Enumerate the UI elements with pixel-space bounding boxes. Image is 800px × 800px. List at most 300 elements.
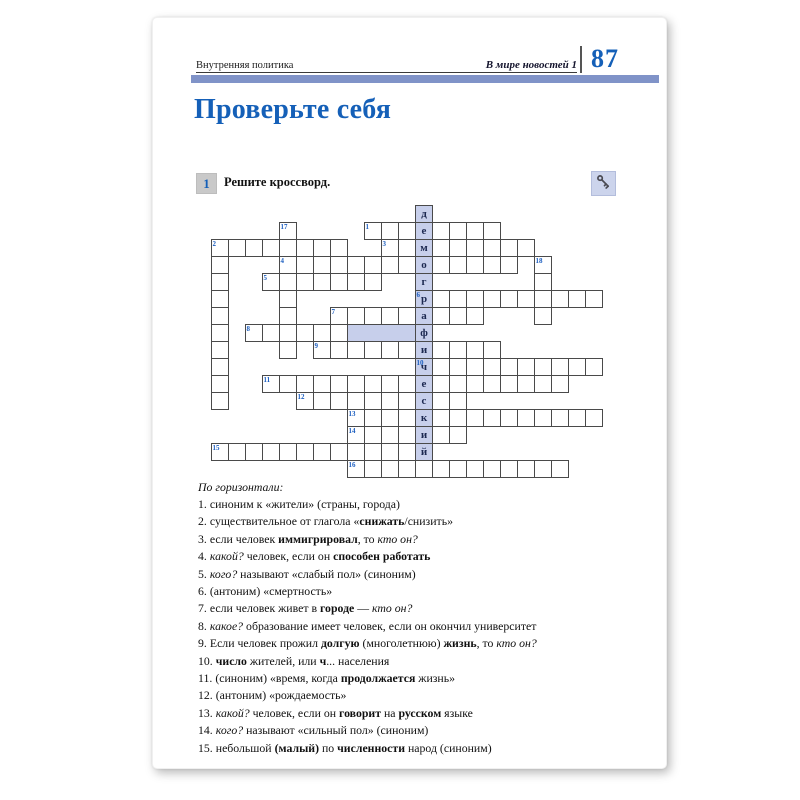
clue-list bbox=[198, 480, 673, 757]
clue-text-segment: /снизить» bbox=[404, 514, 453, 529]
crossword-cell[interactable] bbox=[432, 426, 450, 444]
crossword-cell[interactable] bbox=[466, 256, 484, 274]
crossword-cell[interactable] bbox=[279, 290, 297, 308]
crossword-key-cell: д bbox=[415, 205, 433, 223]
key-icon bbox=[595, 173, 612, 195]
crossword-cell[interactable] bbox=[296, 324, 314, 342]
crossword-cell[interactable] bbox=[432, 392, 450, 410]
crossword-cell[interactable] bbox=[211, 392, 229, 410]
crossword-cell[interactable] bbox=[347, 392, 365, 410]
crossword-cell[interactable] bbox=[398, 307, 416, 325]
crossword-cell[interactable] bbox=[211, 290, 229, 308]
clue-number: 13. bbox=[198, 705, 213, 720]
answer-key-button[interactable] bbox=[591, 171, 616, 196]
crossword-key-cell: о bbox=[415, 256, 433, 274]
crossword-clue-number: 10 bbox=[416, 359, 424, 367]
clue-text-segment: небольшой bbox=[215, 740, 275, 755]
crossword-cell[interactable] bbox=[330, 273, 348, 291]
crossword-cell[interactable] bbox=[449, 341, 467, 359]
crossword-cell[interactable] bbox=[534, 409, 552, 427]
clue-text-segment: жизнь» bbox=[415, 671, 456, 686]
clue-number: 4. bbox=[198, 549, 207, 564]
crossword-cell[interactable] bbox=[500, 358, 518, 376]
crossword-cell[interactable] bbox=[432, 375, 450, 393]
crossword-cell[interactable] bbox=[398, 426, 416, 444]
crossword-key-cell: и bbox=[415, 341, 433, 359]
crossword-cell[interactable] bbox=[296, 392, 314, 410]
clue-text-segment: кого? bbox=[215, 723, 244, 738]
header-section-left: Внутренняя политика bbox=[196, 60, 294, 71]
clue-text-segment: народ (синоним) bbox=[405, 740, 492, 755]
crossword-cell[interactable] bbox=[381, 409, 399, 427]
crossword-cell[interactable] bbox=[381, 256, 399, 274]
clue-number: 12. bbox=[198, 688, 213, 703]
clue-text-segment: (малый) bbox=[274, 740, 320, 755]
crossword-cell[interactable] bbox=[296, 256, 314, 274]
clue-text-segment: на bbox=[381, 705, 399, 720]
crossword-cell[interactable] bbox=[466, 460, 484, 478]
crossword-cell[interactable] bbox=[500, 239, 518, 257]
crossword-cell[interactable] bbox=[347, 307, 365, 325]
crossword-cell[interactable] bbox=[585, 409, 603, 427]
crossword-cell[interactable] bbox=[330, 307, 348, 325]
crossword-clue-number: 15 bbox=[212, 444, 220, 452]
crossword-cell[interactable] bbox=[313, 392, 331, 410]
crossword-cell[interactable] bbox=[483, 375, 501, 393]
crossword-cell[interactable] bbox=[364, 341, 382, 359]
clue-item bbox=[198, 635, 673, 652]
crossword-cell[interactable] bbox=[262, 239, 280, 257]
clue-item bbox=[198, 705, 673, 722]
crossword-cell[interactable] bbox=[245, 239, 263, 257]
clue-text-segment: численности bbox=[337, 740, 406, 755]
clue-item bbox=[198, 583, 673, 600]
crossword-clue-number: 1 bbox=[365, 223, 369, 231]
crossword-cell[interactable] bbox=[432, 307, 450, 325]
crossword-cell[interactable] bbox=[432, 358, 450, 376]
clue-number: 1. bbox=[198, 497, 207, 511]
crossword-cell[interactable] bbox=[432, 239, 450, 257]
clue-item bbox=[198, 548, 673, 565]
crossword-cell[interactable] bbox=[330, 256, 348, 274]
clue-text-segment: языке bbox=[441, 705, 473, 720]
crossword-cell[interactable] bbox=[279, 256, 297, 274]
crossword-cell[interactable] bbox=[228, 443, 246, 461]
crossword-cell[interactable] bbox=[279, 222, 297, 240]
crossword-cell[interactable] bbox=[466, 290, 484, 308]
crossword-cell[interactable] bbox=[347, 341, 365, 359]
clue-text-segment: , то bbox=[476, 636, 497, 651]
crossword-cell[interactable] bbox=[432, 460, 450, 478]
crossword-cell[interactable] bbox=[449, 290, 467, 308]
crossword-cell[interactable] bbox=[449, 409, 467, 427]
crossword-cell[interactable] bbox=[483, 409, 501, 427]
crossword-cell[interactable] bbox=[449, 307, 467, 325]
crossword-cell[interactable] bbox=[381, 375, 399, 393]
clue-text-segment: жизнь bbox=[443, 636, 477, 651]
crossword-cell[interactable] bbox=[398, 409, 416, 427]
clue-item bbox=[198, 496, 673, 513]
exercise-instruction: Решите кроссворд. bbox=[224, 175, 331, 189]
clue-number: 6. bbox=[198, 584, 207, 599]
crossword-clue-number: 5 bbox=[263, 274, 267, 282]
crossword-cell[interactable] bbox=[466, 239, 484, 257]
clue-text-segment: называют «слабый пол» (синоним) bbox=[237, 566, 416, 581]
crossword-cell[interactable] bbox=[449, 358, 467, 376]
clue-text-segment: ч bbox=[319, 653, 327, 668]
crossword-cell[interactable] bbox=[466, 375, 484, 393]
crossword-key-cell: с bbox=[415, 392, 433, 410]
crossword-cell[interactable] bbox=[500, 409, 518, 427]
clue-text-segment: русском bbox=[398, 705, 442, 720]
crossword-cell[interactable] bbox=[296, 239, 314, 257]
crossword-cell[interactable] bbox=[330, 375, 348, 393]
clue-text-segment: снижать bbox=[359, 514, 405, 529]
crossword-clue-number: 18 bbox=[535, 257, 543, 265]
crossword-clue-number: 11 bbox=[263, 376, 271, 384]
crossword-cell[interactable] bbox=[449, 239, 467, 257]
page-number: 87 bbox=[591, 44, 619, 73]
crossword-cell[interactable] bbox=[347, 460, 365, 478]
clue-text-segment: если человек живет в bbox=[209, 601, 320, 616]
crossword-cell[interactable] bbox=[517, 460, 535, 478]
clue-number: 8. bbox=[198, 618, 207, 633]
crossword-cell[interactable] bbox=[313, 256, 331, 274]
crossword-cell[interactable] bbox=[313, 324, 331, 342]
exercise-number-badge: 1 bbox=[196, 173, 217, 194]
crossword-cell[interactable] bbox=[449, 256, 467, 274]
crossword-cell[interactable] bbox=[296, 273, 314, 291]
crossword-key-cell: к bbox=[415, 409, 433, 427]
crossword-cell[interactable] bbox=[466, 409, 484, 427]
crossword-cell[interactable] bbox=[381, 443, 399, 461]
crossword-cell[interactable] bbox=[585, 290, 603, 308]
crossword-key-cell: а bbox=[415, 307, 433, 325]
crossword-cell[interactable] bbox=[347, 273, 365, 291]
clue-item bbox=[198, 722, 673, 739]
clue-number: 10. bbox=[198, 653, 213, 668]
crossword-cell[interactable] bbox=[296, 375, 314, 393]
clue-text-segment: синоним к «жители» (страны, города) bbox=[209, 497, 400, 511]
clue-number: 7. bbox=[198, 601, 207, 616]
clue-text-segment: образование имеет человек, если он окончил университет bbox=[243, 618, 537, 633]
crossword-cell[interactable] bbox=[381, 460, 399, 478]
clue-item bbox=[198, 670, 673, 687]
crossword-cell[interactable] bbox=[330, 239, 348, 257]
clue-text-segment: говорит bbox=[339, 705, 382, 720]
crossword-cell[interactable] bbox=[347, 256, 365, 274]
crossword-key-cell: м bbox=[415, 239, 433, 257]
clue-list-heading: По горизонтали: bbox=[198, 480, 284, 494]
crossword-clue-number: 4 bbox=[280, 257, 284, 265]
crossword-cell[interactable] bbox=[313, 443, 331, 461]
clue-item bbox=[198, 566, 673, 583]
crossword-cell[interactable] bbox=[500, 375, 518, 393]
crossword-cell[interactable] bbox=[279, 239, 297, 257]
crossword-cell[interactable] bbox=[381, 222, 399, 240]
crossword-cell[interactable] bbox=[364, 307, 382, 325]
crossword-cell[interactable] bbox=[364, 273, 382, 291]
crossword-cell[interactable] bbox=[534, 290, 552, 308]
crossword-cell[interactable] bbox=[551, 375, 569, 393]
crossword-cell[interactable] bbox=[211, 375, 229, 393]
crossword-cell[interactable] bbox=[381, 239, 399, 257]
crossword-cell[interactable] bbox=[330, 341, 348, 359]
crossword-cell[interactable] bbox=[534, 358, 552, 376]
crossword-cell[interactable] bbox=[381, 392, 399, 410]
crossword-clue-number: 3 bbox=[382, 240, 386, 248]
clue-number: 5. bbox=[198, 566, 207, 581]
crossword-cell[interactable] bbox=[364, 222, 382, 240]
clue-text-segment: кто он? bbox=[371, 601, 413, 616]
clue-text-segment: — bbox=[354, 601, 372, 616]
clue-text-segment: жителей, или bbox=[246, 653, 320, 668]
crossword-key-cell: ч bbox=[415, 358, 433, 376]
crossword-cell[interactable] bbox=[517, 409, 535, 427]
clue-text-segment: иммигрировал bbox=[278, 531, 358, 546]
crossword-cell[interactable] bbox=[279, 375, 297, 393]
crossword-cell[interactable] bbox=[500, 290, 518, 308]
crossword-cell[interactable] bbox=[432, 341, 450, 359]
crossword-key-cell: й bbox=[415, 443, 433, 461]
crossword-cell[interactable] bbox=[449, 392, 467, 410]
crossword-cell[interactable] bbox=[262, 324, 280, 342]
crossword-clue-number: 17 bbox=[280, 223, 288, 231]
crossword-cell[interactable] bbox=[534, 273, 552, 291]
crossword-cell[interactable] bbox=[483, 341, 501, 359]
crossword-cell[interactable] bbox=[211, 256, 229, 274]
header-section-right: В мире новостей 1 bbox=[485, 59, 577, 71]
crossword-cell[interactable] bbox=[364, 256, 382, 274]
clue-item bbox=[198, 600, 673, 617]
crossword-cell[interactable] bbox=[483, 358, 501, 376]
crossword-cell[interactable] bbox=[534, 375, 552, 393]
crossword-cell[interactable] bbox=[347, 426, 365, 444]
crossword-cell[interactable] bbox=[296, 443, 314, 461]
crossword-cell[interactable] bbox=[551, 409, 569, 427]
crossword-cell[interactable] bbox=[228, 239, 246, 257]
crossword-cell[interactable] bbox=[211, 239, 229, 257]
crossword-cell[interactable] bbox=[534, 460, 552, 478]
crossword-cell[interactable] bbox=[466, 307, 484, 325]
clue-text-segment: какой? bbox=[209, 549, 244, 564]
clue-text-segment: Если человек прожил bbox=[209, 636, 321, 651]
clue-text-segment: городе bbox=[319, 601, 355, 616]
crossword-cell[interactable] bbox=[449, 460, 467, 478]
crossword-cell[interactable] bbox=[262, 375, 280, 393]
crossword-cell[interactable] bbox=[398, 256, 416, 274]
clue-text-segment: (синоним) «время, когда bbox=[215, 671, 341, 686]
crossword-cell[interactable] bbox=[551, 358, 569, 376]
header-accent-bar bbox=[191, 75, 659, 83]
crossword-cell[interactable] bbox=[279, 273, 297, 291]
crossword-cell[interactable] bbox=[517, 239, 535, 257]
crossword-cell[interactable] bbox=[313, 239, 331, 257]
clue-text-segment: какое? bbox=[209, 618, 244, 633]
clue-item bbox=[198, 618, 673, 635]
clue-text-segment: (многолетнюю) bbox=[359, 636, 444, 651]
crossword-cell[interactable] bbox=[585, 358, 603, 376]
crossword-cell[interactable] bbox=[551, 460, 569, 478]
clue-text-segment: (антоним) «смертность» bbox=[209, 584, 333, 599]
crossword-clue-number: 12 bbox=[297, 393, 305, 401]
crossword-cell[interactable] bbox=[364, 409, 382, 427]
crossword-cell[interactable] bbox=[483, 290, 501, 308]
crossword-clue-number: 7 bbox=[331, 308, 335, 316]
crossword-cell[interactable] bbox=[330, 443, 348, 461]
clue-text-segment: существительное от глагола « bbox=[209, 514, 360, 529]
clue-number: 2. bbox=[198, 514, 207, 529]
crossword-cell[interactable] bbox=[245, 443, 263, 461]
clue-text-segment: человек, если он bbox=[243, 549, 334, 564]
crossword-cell[interactable] bbox=[313, 341, 331, 359]
page-header bbox=[196, 48, 577, 73]
clue-number: 9. bbox=[198, 636, 207, 651]
crossword-cell[interactable] bbox=[415, 460, 433, 478]
crossword-clue-number: 13 bbox=[348, 410, 356, 418]
crossword-cell[interactable] bbox=[211, 273, 229, 291]
crossword-cell[interactable] bbox=[347, 443, 365, 461]
clue-text-segment: число bbox=[215, 653, 247, 668]
clue-number: 14. bbox=[198, 723, 213, 738]
crossword-cell[interactable] bbox=[364, 460, 382, 478]
clue-text-segment: называют «сильный пол» (синоним) bbox=[243, 723, 429, 738]
crossword-cell[interactable] bbox=[517, 375, 535, 393]
crossword-cell[interactable] bbox=[466, 341, 484, 359]
crossword-cell[interactable] bbox=[483, 222, 501, 240]
crossword-key-cell: ф bbox=[415, 324, 433, 342]
crossword-key-cell: г bbox=[415, 273, 433, 291]
crossword-clue-number: 14 bbox=[348, 427, 356, 435]
book-page bbox=[152, 17, 667, 769]
crossword-cell[interactable] bbox=[381, 307, 399, 325]
crossword-cell[interactable] bbox=[432, 256, 450, 274]
crossword-cell[interactable] bbox=[449, 375, 467, 393]
clue-text-segment: человек, если он bbox=[249, 705, 339, 720]
crossword-cell[interactable] bbox=[534, 307, 552, 325]
crossword-cell[interactable] bbox=[364, 375, 382, 393]
crossword-cell[interactable] bbox=[211, 324, 229, 342]
crossword-cell[interactable] bbox=[245, 324, 263, 342]
crossword-cell[interactable] bbox=[211, 358, 229, 376]
clue-text-segment: кто он? bbox=[496, 636, 537, 651]
crossword-cell[interactable] bbox=[398, 222, 416, 240]
clue-item bbox=[198, 531, 673, 548]
crossword-cell[interactable] bbox=[466, 358, 484, 376]
page-title: Проверьте себя bbox=[194, 94, 392, 125]
crossword-cell[interactable] bbox=[432, 409, 450, 427]
crossword-cell[interactable] bbox=[500, 256, 518, 274]
clue-text-segment: по bbox=[319, 740, 338, 755]
crossword-clue-number: 6 bbox=[416, 291, 420, 299]
crossword-cell[interactable] bbox=[517, 290, 535, 308]
crossword-cell[interactable] bbox=[211, 443, 229, 461]
clue-text-segment: кого? bbox=[209, 566, 238, 581]
crossword-cell[interactable] bbox=[432, 222, 450, 240]
crossword-cell[interactable] bbox=[381, 426, 399, 444]
crossword-cell[interactable] bbox=[398, 239, 416, 257]
crossword-cell[interactable] bbox=[211, 341, 229, 359]
crossword-grid bbox=[211, 205, 611, 481]
clue-text-segment: способен работать bbox=[333, 549, 431, 564]
crossword-cell[interactable] bbox=[398, 443, 416, 461]
crossword-cell[interactable] bbox=[483, 239, 501, 257]
crossword-cell[interactable] bbox=[449, 222, 467, 240]
crossword-cell[interactable] bbox=[364, 426, 382, 444]
crossword-cell[interactable] bbox=[381, 341, 399, 359]
crossword-cell[interactable] bbox=[483, 460, 501, 478]
crossword-cell[interactable] bbox=[466, 222, 484, 240]
crossword-cell[interactable] bbox=[500, 460, 518, 478]
clue-text-segment: если человек bbox=[209, 531, 279, 546]
clue-text-segment: ... населения bbox=[326, 653, 390, 668]
clue-number: 11. bbox=[198, 671, 213, 686]
crossword-cell[interactable] bbox=[211, 307, 229, 325]
crossword-key-cell: е bbox=[415, 222, 433, 240]
crossword-clue-number: 9 bbox=[314, 342, 318, 350]
crossword-clue-number: 8 bbox=[246, 325, 250, 333]
clue-text-segment: , то bbox=[357, 531, 378, 546]
clue-text-segment: продолжается bbox=[340, 671, 416, 686]
crossword-cell[interactable] bbox=[313, 273, 331, 291]
crossword-cell[interactable] bbox=[568, 409, 586, 427]
clue-item bbox=[198, 513, 673, 530]
crossword-cell[interactable] bbox=[279, 443, 297, 461]
clue-text-segment: кто он? bbox=[377, 531, 418, 546]
clue-number: 3. bbox=[198, 531, 207, 546]
crossword-cell[interactable] bbox=[347, 375, 365, 393]
crossword-clue-number: 16 bbox=[348, 461, 356, 469]
crossword-cell[interactable] bbox=[330, 324, 348, 342]
clue-item bbox=[198, 653, 673, 670]
crossword-cell[interactable] bbox=[483, 256, 501, 274]
crossword-cell[interactable] bbox=[364, 392, 382, 410]
clue-text-segment: (антоним) «рождаемость» bbox=[215, 688, 347, 703]
crossword-key-cell: и bbox=[415, 426, 433, 444]
crossword-cell[interactable] bbox=[568, 358, 586, 376]
crossword-cell[interactable] bbox=[313, 375, 331, 393]
crossword-cell[interactable] bbox=[398, 460, 416, 478]
header-separator bbox=[580, 46, 582, 73]
clue-text-segment: какой? bbox=[215, 705, 250, 720]
crossword-cell[interactable] bbox=[517, 358, 535, 376]
crossword-cell[interactable] bbox=[279, 341, 297, 359]
crossword-cell[interactable] bbox=[398, 341, 416, 359]
crossword-cell[interactable] bbox=[279, 307, 297, 325]
crossword-cell[interactable] bbox=[279, 324, 297, 342]
crossword-cell[interactable] bbox=[262, 273, 280, 291]
crossword-clue-number: 2 bbox=[212, 240, 216, 248]
crossword-cell[interactable] bbox=[432, 290, 450, 308]
crossword-cell[interactable] bbox=[262, 443, 280, 461]
crossword-key-cell: р bbox=[415, 290, 433, 308]
crossword-cell[interactable] bbox=[347, 409, 365, 427]
crossword-cell[interactable] bbox=[330, 392, 348, 410]
clue-text-segment: долгую bbox=[320, 636, 360, 651]
crossword-cell[interactable] bbox=[398, 392, 416, 410]
crossword-highlight-block bbox=[347, 324, 416, 342]
crossword-cell[interactable] bbox=[534, 256, 552, 274]
crossword-cell[interactable] bbox=[449, 426, 467, 444]
clue-number: 15. bbox=[198, 740, 213, 755]
crossword-cell[interactable] bbox=[551, 290, 569, 308]
crossword-key-cell: е bbox=[415, 375, 433, 393]
clue-item bbox=[198, 740, 673, 757]
crossword-cell[interactable] bbox=[398, 375, 416, 393]
crossword-cell[interactable] bbox=[364, 443, 382, 461]
crossword-cell[interactable] bbox=[568, 290, 586, 308]
clue-item bbox=[198, 687, 673, 704]
